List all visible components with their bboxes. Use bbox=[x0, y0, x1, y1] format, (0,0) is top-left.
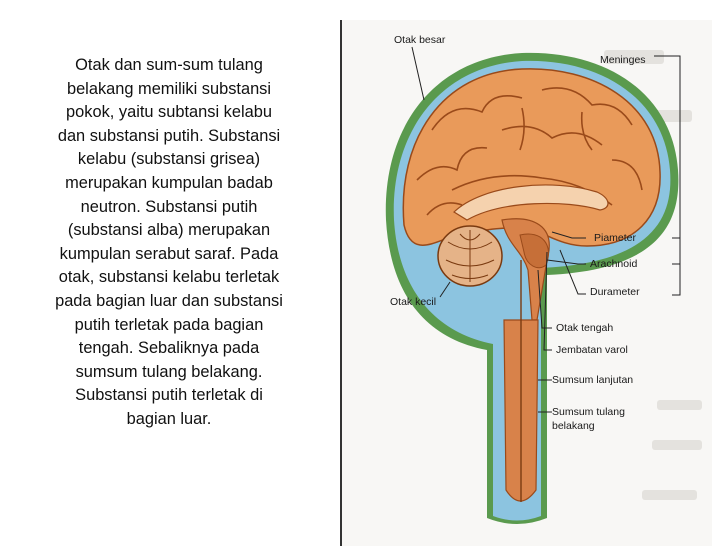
text-line: kumpulan serabut saraf. Pada bbox=[59, 244, 279, 263]
brain-diagram bbox=[340, 20, 712, 546]
label-otak-kecil: Otak kecil bbox=[390, 296, 437, 308]
label-meninges: Meninges bbox=[600, 54, 646, 66]
label-otak-tengah: Otak tengah bbox=[556, 322, 614, 334]
text-line: Substansi putih terletak di bbox=[75, 386, 263, 405]
brain-illustration bbox=[342, 20, 712, 546]
text-line: pada bagian luar dan substansi bbox=[55, 291, 283, 310]
text-line: putih terletak pada bagian bbox=[74, 315, 264, 334]
text-line: tengah. Sebaliknya pada bbox=[78, 339, 260, 358]
label-arachnoid: Arachnoid bbox=[590, 258, 638, 270]
label-durameter: Durameter bbox=[590, 286, 640, 298]
text-line: neutron. Substansi putih bbox=[80, 197, 258, 216]
text-line: (substansi alba) merupakan bbox=[67, 221, 271, 240]
text-line: bagian luar. bbox=[126, 409, 212, 428]
text-line: sumsum tulang belakang. bbox=[75, 362, 263, 381]
text-line: merupakan kumpulan badab bbox=[65, 173, 273, 192]
description-text bbox=[38, 54, 300, 432]
label-belakang: belakang bbox=[552, 420, 595, 432]
text-line: kelabu (substansi grisea) bbox=[77, 150, 261, 169]
text-line: dan substansi putih. Substansi bbox=[57, 126, 281, 145]
text-line: Otak dan sum-sum tulang bbox=[75, 56, 263, 74]
text-line: pokok, yaitu subtansi kelabu bbox=[66, 103, 272, 122]
label-sumsum-lanjutan: Sumsum lanjutan bbox=[552, 374, 634, 386]
label-otak-besar: Otak besar bbox=[394, 34, 446, 46]
text-line: otak, substansi kelabu terletak bbox=[58, 268, 280, 287]
cerebellum bbox=[438, 226, 502, 286]
label-piameter: Piameter bbox=[594, 232, 637, 244]
label-sumsum-tulang: Sumsum tulang bbox=[552, 406, 625, 418]
text-line: belakang memiliki substansi bbox=[66, 79, 272, 98]
label-jembatan-varol: Jembatan varol bbox=[556, 344, 628, 356]
